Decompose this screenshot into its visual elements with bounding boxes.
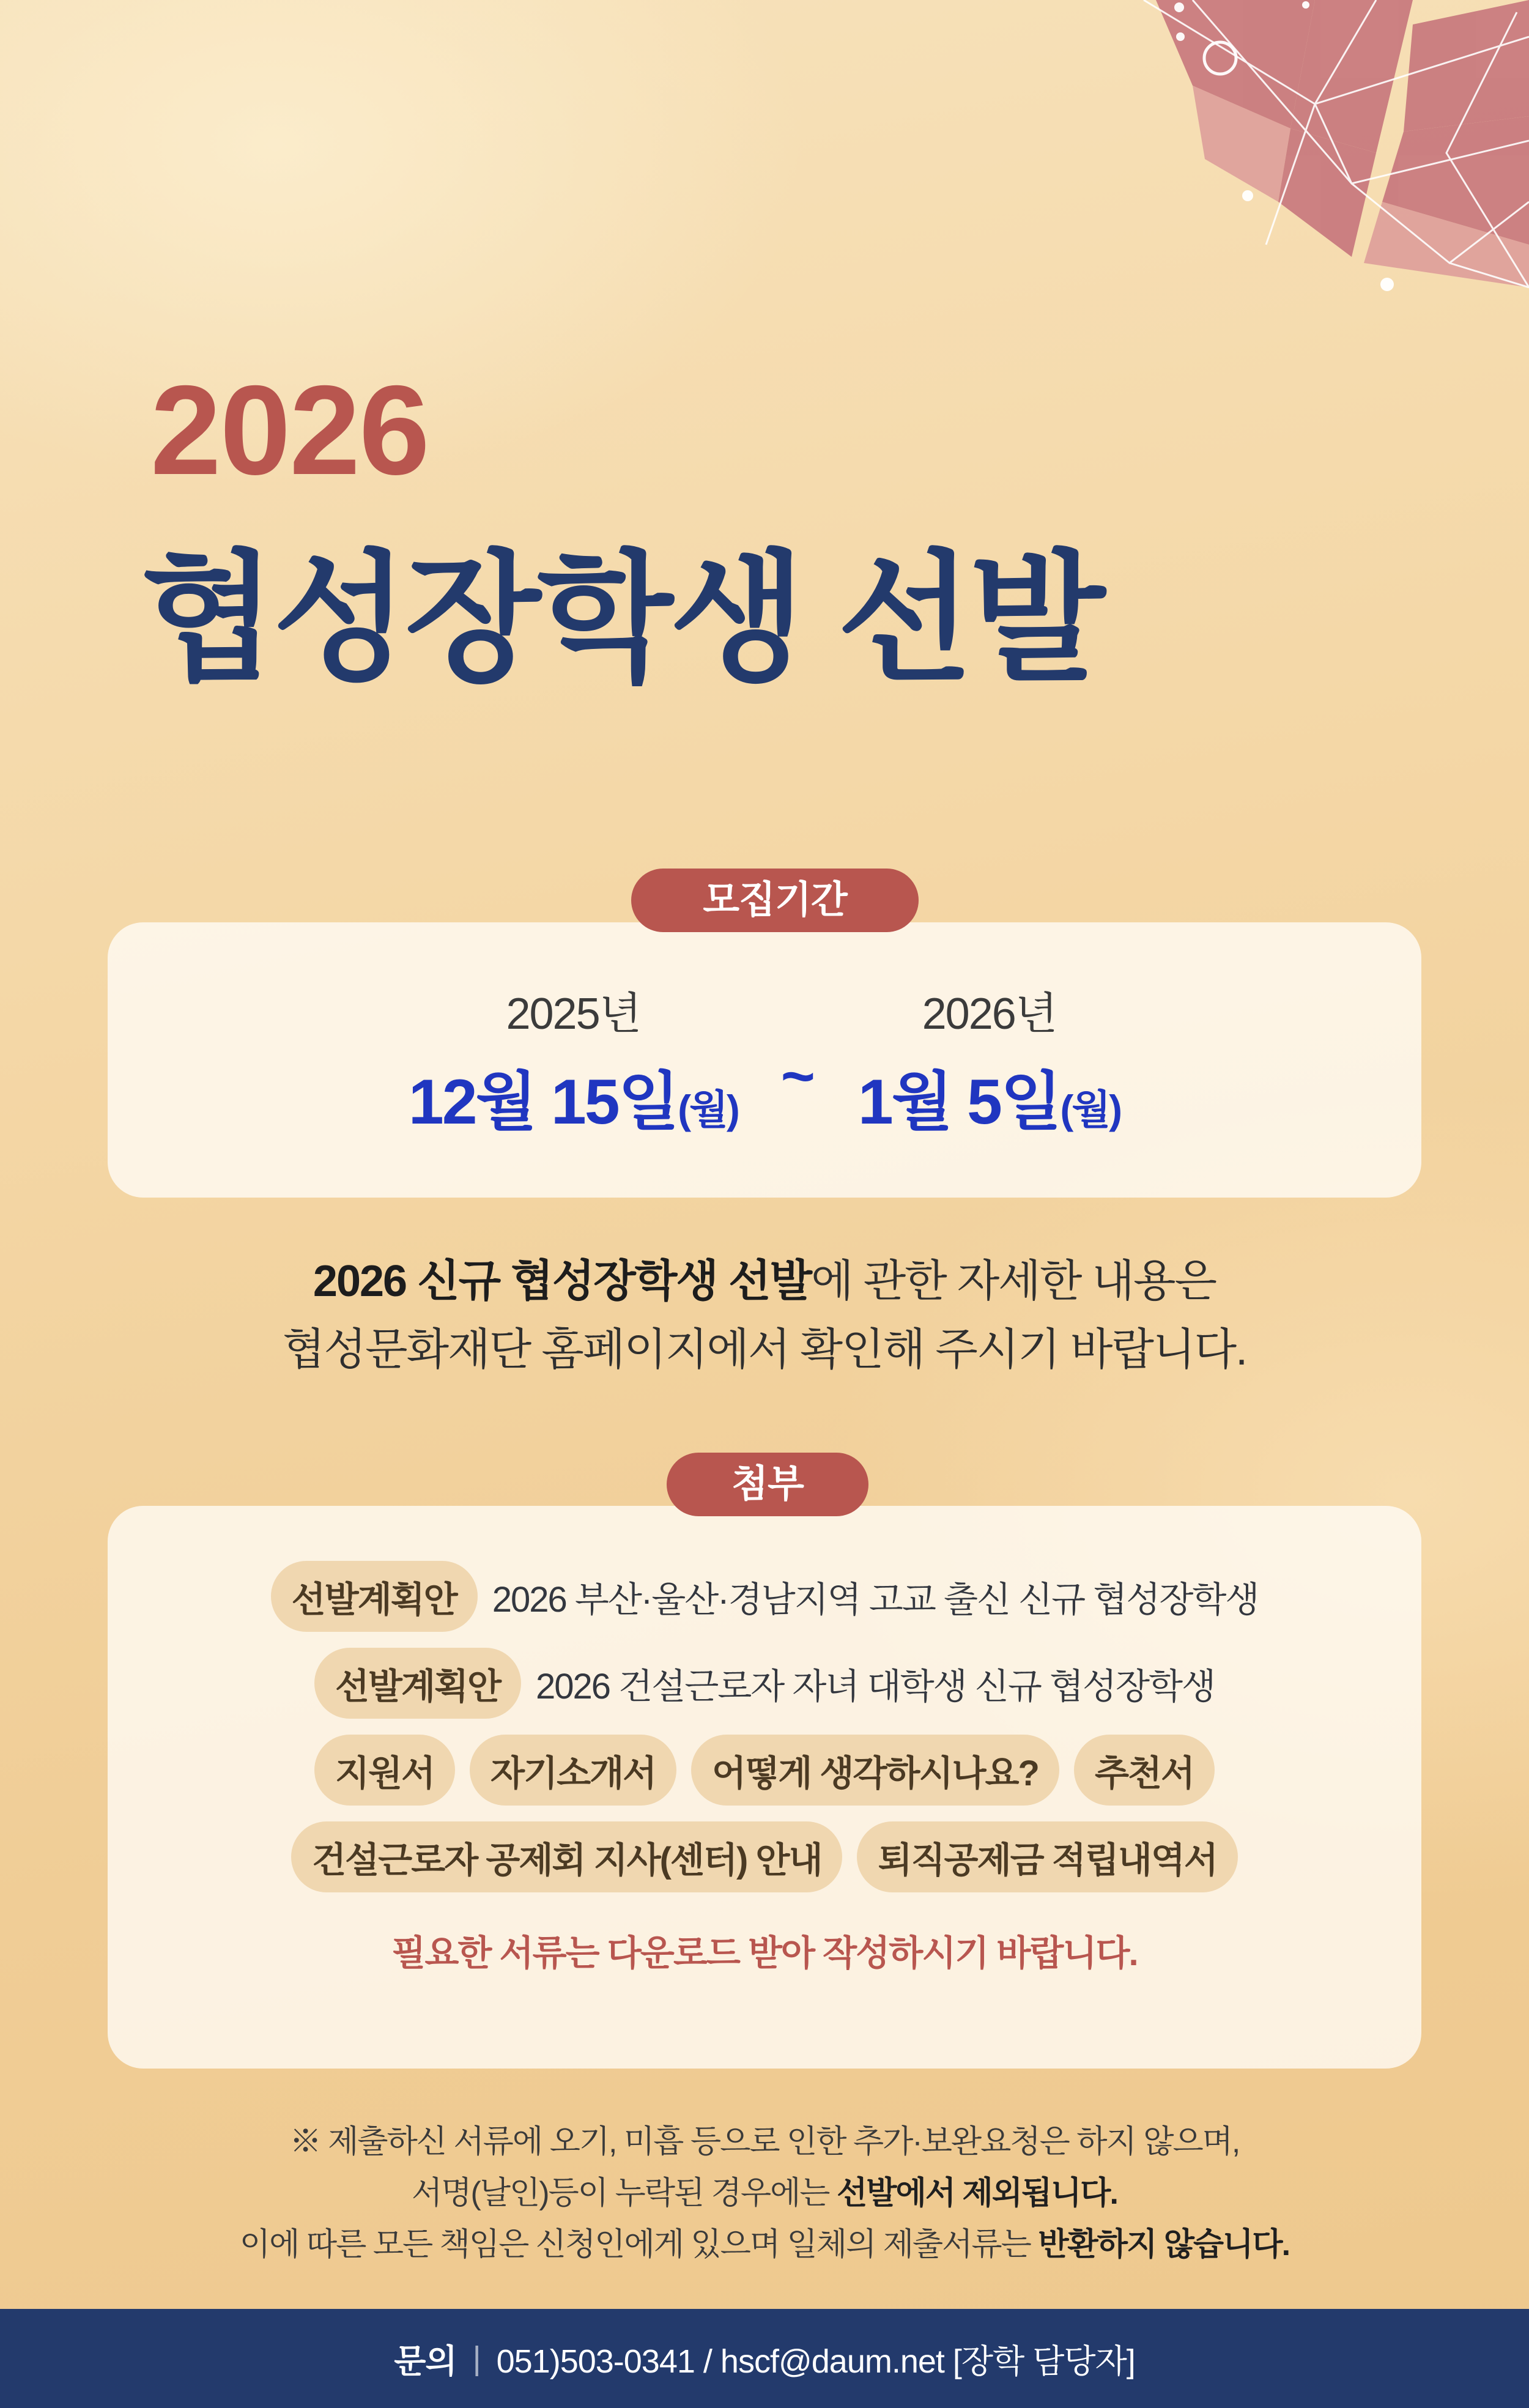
attachment-chip-opinion[interactable]: 어떻게 생각하시나요? [691,1735,1059,1806]
contact-footer [0,2309,1529,2408]
attachment-badge: 첨부 [667,1453,868,1516]
attachment-chip-plan-1[interactable]: 선발계획안 [271,1561,478,1632]
intro-line-2: 협성문화재단 홈페이지에서 확인해 주시기 바랍니다. [282,1325,1247,1374]
footnote-line-3 [0,2219,1529,2270]
period-end-date-text: 1월 5일 [857,1067,1061,1138]
poster-headline [141,538,1425,700]
poster-year: 2026 [150,360,429,502]
attachment-chip-application[interactable]: 지원서 [314,1735,455,1806]
period-start-date-text: 12월 15일 [408,1067,678,1138]
contact-label: 문의 [394,2343,457,2380]
period-end [858,978,1120,1142]
period-badge: 모집기간 [631,869,919,932]
period-end-year: 2026년 [922,990,1057,1039]
footnote-line-2-bold: 선발에서 제외됩니다. [837,2176,1117,2212]
attachment-row [108,1735,1421,1806]
period-end-dow: (월) [1060,1087,1121,1132]
attachment-text-2: 2026 건설근로자 자녀 대학생 신규 협성장학생 [536,1667,1215,1706]
period-end-date [858,1050,1120,1142]
intro-line-1-rest: 에 관한 자세한 내용은 [811,1257,1216,1306]
period-start-date [409,1050,738,1142]
intro-line-1 [0,1248,1529,1316]
intro-line-1-bold: 2026 신규 협성장학생 선발 [313,1257,812,1306]
headline-bold: 협성장학생 [141,540,802,697]
attachment-text-1: 2026 부산·울산·경남지역 고교 출신 신규 협성장학생 [492,1580,1259,1620]
footnote-line-2 [0,2168,1529,2219]
attachment-chip-self-introduction[interactable]: 자기소개서 [470,1735,676,1806]
intro-paragraph [0,1248,1529,1384]
footnote-line-1: ※ 제출하신 서류에 오기, 미흡 등으로 인한 추가·보완요청은 하지 않으며, [289,2124,1240,2160]
headline-light: 선발 [801,540,1102,697]
period-start-dow: (월) [678,1087,738,1132]
attachment-chip-recommendation[interactable]: 추천서 [1074,1735,1215,1806]
period-row [108,922,1421,1198]
footnote-line-3-prefix: 이에 따른 모든 책임은 신청인에게 있으며 일체의 제출서류는 [239,2227,1038,2263]
period-tilde: ~ [780,1043,815,1109]
geometric-decoration [764,0,1529,379]
attachment-chip-branch-guide[interactable]: 건설근로자 공제회 지사(센터) 안내 [291,1821,842,1892]
period-start-year: 2025년 [506,990,641,1039]
attachment-chip-plan-2[interactable]: 선발계획안 [314,1648,521,1719]
decoration-svg [764,0,1529,379]
contact-details: 051)503-0341 / hscf@daum.net [장학 담당자] [496,2343,1135,2380]
attachment-row [108,1561,1421,1632]
attachment-row [108,1821,1421,1892]
footnotes [0,2116,1529,2271]
footnote-line-2-prefix: 서명(날인)등이 누락된 경우에는 [412,2176,837,2212]
contact-separator: | [472,2340,481,2377]
footnote-line-3-bold: 반환하지 않습니다. [1038,2227,1290,2263]
attachment-list [108,1506,1421,2069]
period-start [409,978,738,1142]
attachment-note: 필요한 서류는 다운로드 받아 작성하시기 바랍니다. [391,1933,1138,1973]
attachment-row [108,1648,1421,1719]
attachment-chip-retirement-record[interactable]: 퇴직공제금 적립내역서 [857,1821,1237,1892]
